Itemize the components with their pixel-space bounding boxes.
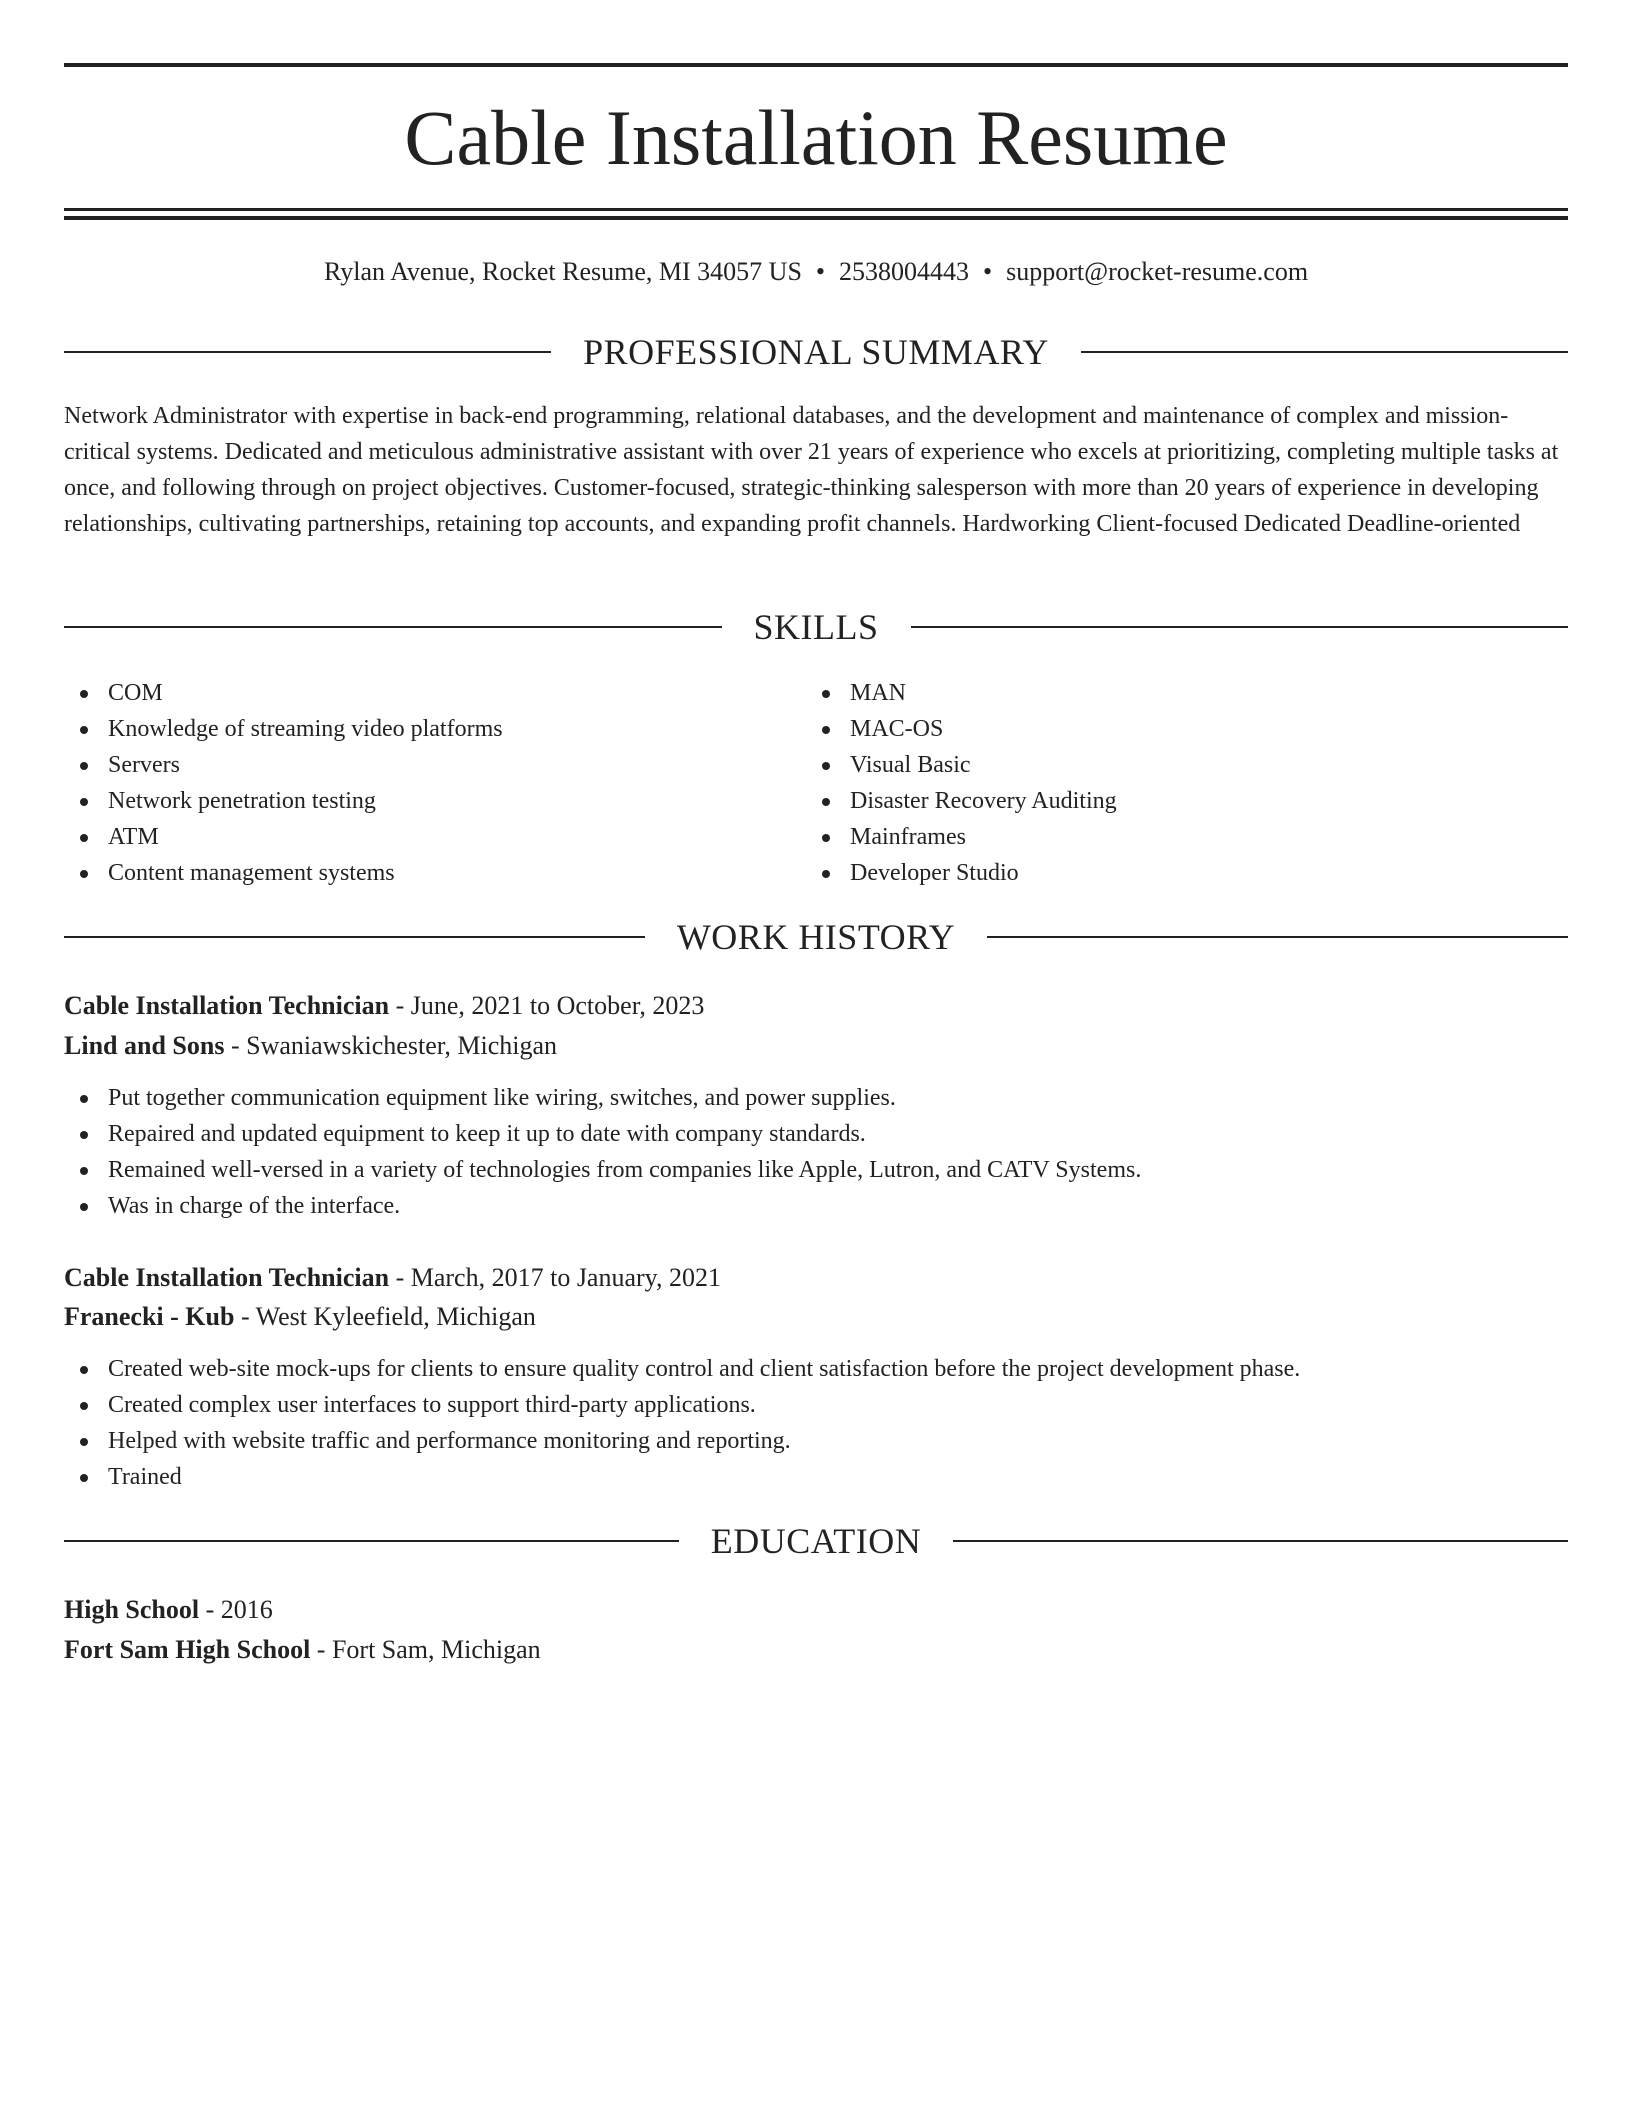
section-title-skills: SKILLS xyxy=(753,607,879,647)
section-header-education xyxy=(64,1518,1568,1564)
job-bullets xyxy=(64,1080,1568,1224)
job-company: Lind and Sons xyxy=(64,1031,225,1060)
contact-address: Rylan Avenue, Rocket Resume, MI 34057 US xyxy=(323,257,802,286)
job-bullet: Repaired and updated equipment to keep it up to date with company standards. xyxy=(64,1116,1568,1152)
job-dates: - June, 2021 to October, 2023 xyxy=(389,991,705,1020)
section-rule-right xyxy=(1081,351,1568,353)
job-location: - Swaniawskichester, Michigan xyxy=(224,1031,557,1060)
contact-phone: 2538004443 xyxy=(839,257,970,286)
skill-item: Developer Studio xyxy=(806,855,1546,891)
section-title-work: WORK HISTORY xyxy=(676,917,956,957)
section-title-summary: PROFESSIONAL SUMMARY xyxy=(583,332,1049,372)
contact-email: support@rocket-resume.com xyxy=(1006,257,1309,286)
page-title: Cable Installation Resume xyxy=(404,94,1228,181)
job-bullet: Put together communication equipment like wiring, switches, and power supplies. xyxy=(64,1080,1568,1116)
job-dates: - March, 2017 to January, 2021 xyxy=(389,1263,721,1292)
job-title: Cable Installation Technician xyxy=(64,1263,390,1292)
contact-separator: • xyxy=(815,257,826,286)
section-header-work xyxy=(64,914,1568,960)
job-title-line xyxy=(64,986,704,1026)
education-school-line xyxy=(64,1630,541,1670)
section-title-education: EDUCATION xyxy=(710,1521,922,1561)
skill-item: Content management systems xyxy=(64,855,804,891)
section-rule-right xyxy=(987,936,1568,938)
job-company-line xyxy=(64,1297,536,1337)
skill-item: ATM xyxy=(64,819,804,855)
job-bullet: Created complex user interfaces to support third-party applications. xyxy=(64,1387,1568,1423)
job-title-line xyxy=(64,1258,721,1298)
education-location: - Fort Sam, Michigan xyxy=(310,1635,541,1664)
job-location: - West Kyleefield, Michigan xyxy=(234,1302,536,1331)
section-rule-left xyxy=(64,1540,679,1542)
section-rule-right xyxy=(911,626,1569,628)
skill-item: Disaster Recovery Auditing xyxy=(806,783,1546,819)
title-rule-upper xyxy=(64,208,1568,211)
summary-text: Network Administrator with expertise in back-end programming, relational databases, and the development and maintenance of complex and mission-critical systems. Dedicated and meticulous administrative assistant with over 21 years of experience who excels at prioritizing, completing multiple tasks at once, and following through on project objectives. Customer-focused, strategic-thinking salesperson with more than 20 years of experience in developing relationships, cultivating partnerships, retaining top accounts, and expanding profit channels. Hardworking Client-focused Dedicated Deadline-oriented xyxy=(64,403,1559,537)
skill-item: Visual Basic xyxy=(806,747,1546,783)
top-rule xyxy=(64,63,1568,67)
skill-item: Mainframes xyxy=(806,819,1546,855)
job-bullet: Trained xyxy=(64,1459,1568,1495)
skill-item: Knowledge of streaming video platforms xyxy=(64,711,804,747)
section-rule-right xyxy=(953,1540,1568,1542)
job-bullet: Created web-site mock-ups for clients to ensure quality control and client satisfaction before the project development phase. xyxy=(64,1351,1568,1387)
education-year: - 2016 xyxy=(199,1595,273,1624)
skill-item: MAC-OS xyxy=(806,711,1546,747)
job-company-line xyxy=(64,1026,557,1066)
job-title: Cable Installation Technician xyxy=(64,991,390,1020)
contact-separator: • xyxy=(983,257,993,286)
section-rule-left xyxy=(64,936,645,938)
education-school: Fort Sam High School xyxy=(64,1635,311,1664)
job-bullet: Was in charge of the interface. xyxy=(64,1188,1568,1224)
skill-item: Network penetration testing xyxy=(64,783,804,819)
contact-line xyxy=(64,252,1568,292)
education-degree: High School xyxy=(64,1595,200,1624)
job-company: Franecki - Kub xyxy=(64,1302,235,1331)
skill-item: COM xyxy=(64,675,804,711)
job-bullet: Helped with website traffic and performance monitoring and reporting. xyxy=(64,1423,1568,1459)
section-header-summary xyxy=(64,329,1568,375)
skill-item: Servers xyxy=(64,747,804,783)
section-rule-left xyxy=(64,626,722,628)
job-bullet: Remained well-versed in a variety of technologies from companies like Apple, Lutron, and CATV Systems. xyxy=(64,1152,1568,1188)
education-degree-line xyxy=(64,1590,273,1630)
job-bullets xyxy=(64,1351,1568,1495)
skill-item: MAN xyxy=(806,675,1546,711)
skills-list-left xyxy=(64,675,804,891)
section-rule-left xyxy=(64,351,551,353)
title-rule-lower xyxy=(64,216,1568,220)
section-header-skills xyxy=(64,604,1568,650)
skills-list-right xyxy=(806,675,1546,891)
